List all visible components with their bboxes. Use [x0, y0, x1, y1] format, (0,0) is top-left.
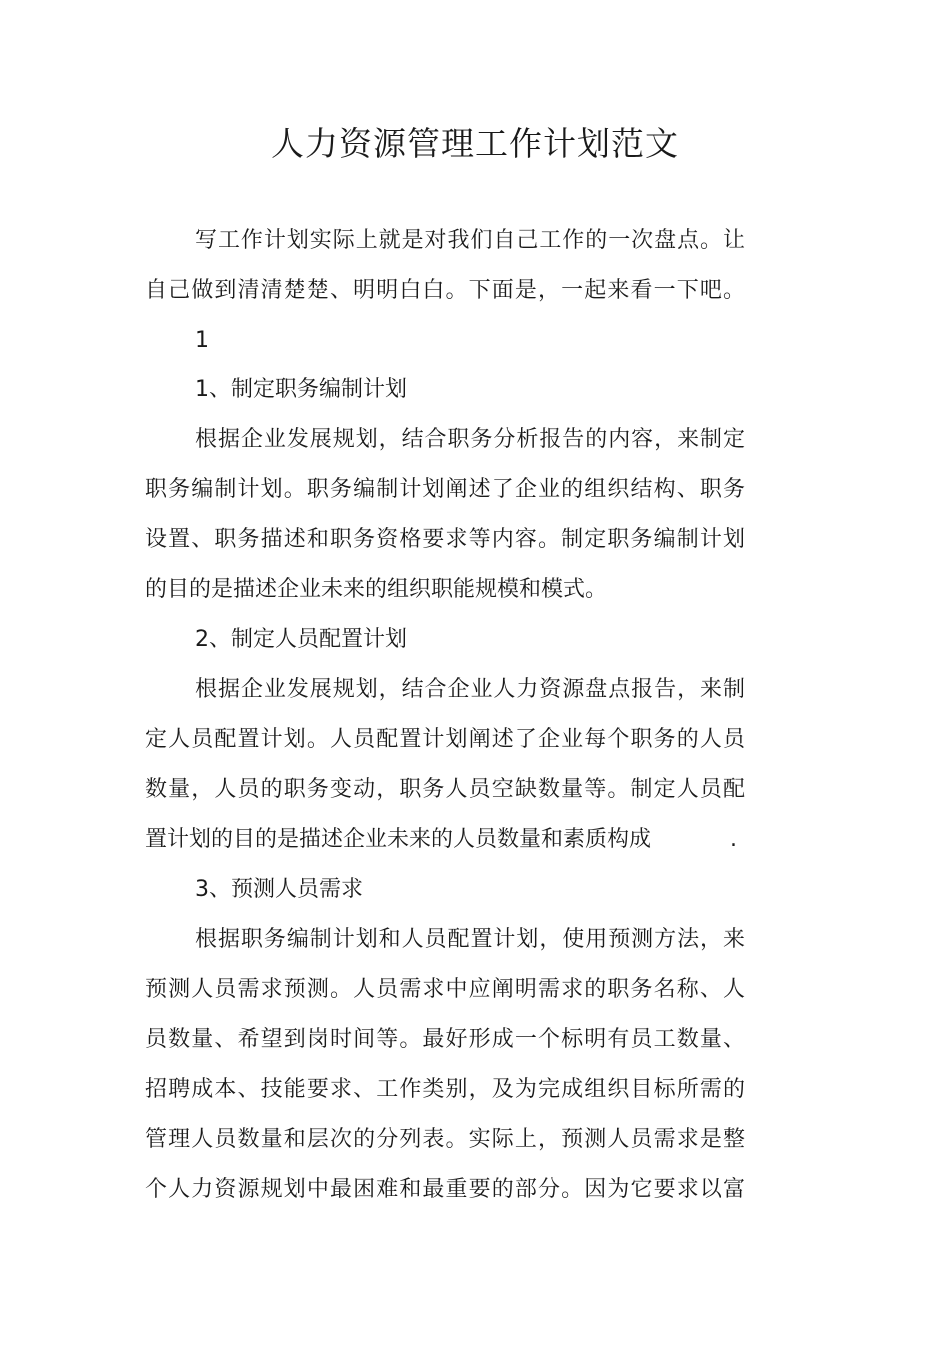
paragraph-line: 根据企业发展规划，结合职务分析报告的内容，来制定 — [195, 427, 745, 452]
paragraph-line: 管理人员数量和层次的分列表。实际上，预测人员需求是整 — [145, 1127, 745, 1152]
paragraph-line: 数量，人员的职务变动，职务人员空缺数量等。制定人员配 — [145, 777, 745, 802]
paragraph-line: 自己做到清清楚楚、明明白白。下面是，一起来看一下吧。 — [145, 278, 745, 303]
paragraph-line: 的目的是描述企业未来的组织职能规模和模式。 — [145, 577, 608, 602]
paragraph-line: 职务编制计划。职务编制计划阐述了企业的组织结构、职务 — [145, 477, 745, 502]
paragraph-line: 设置、职务描述和职务资格要求等内容。制定职务编制计划 — [145, 527, 745, 552]
section-heading: 3、预测人员需求 — [195, 877, 363, 902]
section-number: 1 — [195, 328, 209, 353]
paragraph-line: 根据职务编制计划和人员配置计划，使用预测方法，来 — [195, 927, 745, 952]
paragraph-line: 个人力资源规划中最困难和最重要的部分。因为它要求以富 — [145, 1177, 745, 1202]
paragraph-line: 根据企业发展规划，结合企业人力资源盘点报告，来制 — [195, 677, 745, 702]
section-heading: 1、制定职务编制计划 — [195, 377, 407, 402]
paragraph-line: 员数量、希望到岗时间等。最好形成一个标明有员工数量、 — [145, 1027, 745, 1052]
trailing-period: . — [730, 827, 737, 852]
paragraph-line: 定人员配置计划。人员配置计划阐述了企业每个职务的人员 — [145, 727, 745, 752]
paragraph-line: 招聘成本、技能要求、工作类别，及为完成组织目标所需的 — [145, 1077, 745, 1102]
paragraph-line: 预测人员需求预测。人员需求中应阐明需求的职务名称、人 — [145, 977, 745, 1002]
section-heading: 2、制定人员配置计划 — [195, 627, 407, 652]
paragraph-line: 置计划的目的是描述企业未来的人员数量和素质构成 — [145, 827, 652, 852]
document-title: 人力资源管理工作计划范文 — [271, 124, 679, 163]
paragraph-line: 写工作计划实际上就是对我们自己工作的一次盘点。让 — [195, 228, 745, 253]
